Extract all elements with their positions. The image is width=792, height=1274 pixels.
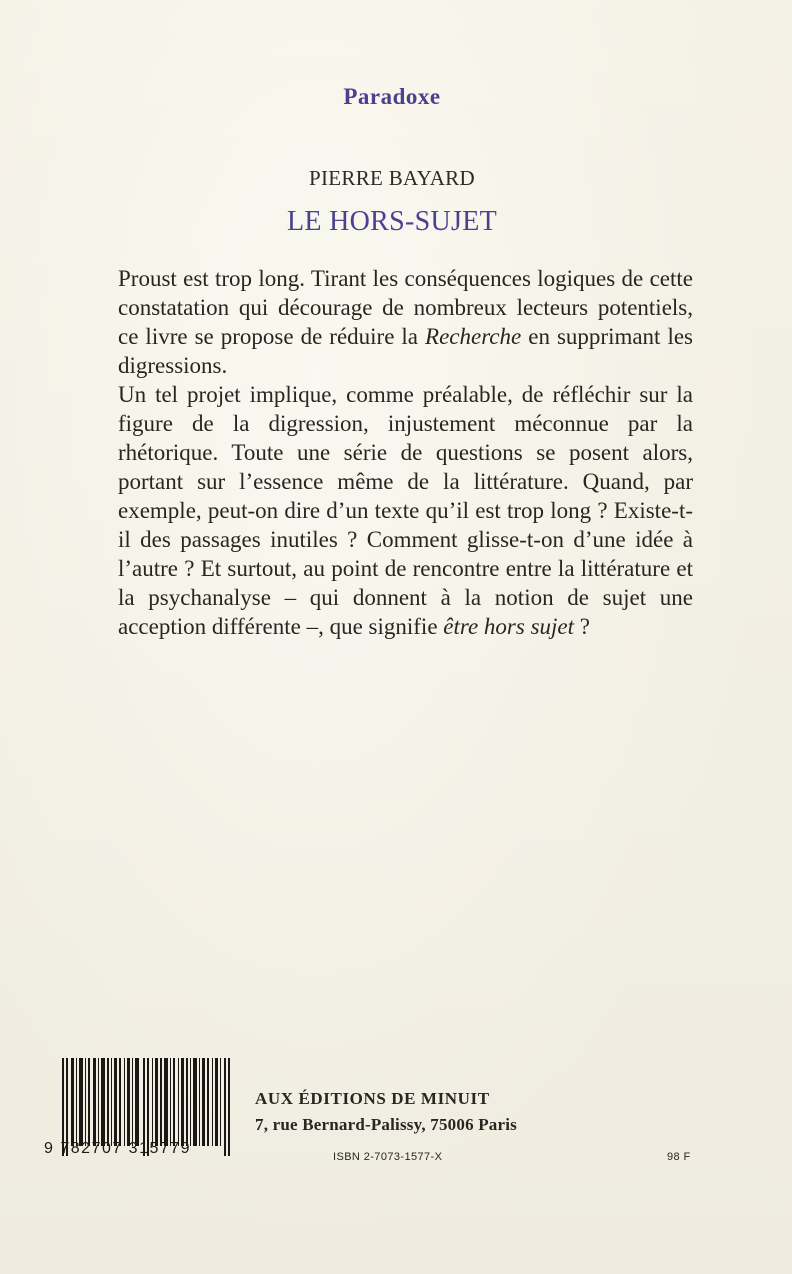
blurb-p2-italic: être hors sujet xyxy=(443,614,575,639)
blurb-paragraph-1 xyxy=(118,264,693,380)
blurb-text xyxy=(118,264,693,641)
barcode xyxy=(42,1058,234,1184)
blurb-p2-start: Un tel projet implique, comme préalable, de réfléchir sur la figure de la digression, injustement méconnue par la rhétorique. Toute une série de questions se posent alors, portant sur l’essence même de la littérature. Quand, par exemple, peut-on dire d’un texte qu’il est trop long ? Existe-t-il des passages inutiles ? Comment glisse-t-on d’une idée à l’autre ? Et surtout, au point de rencontre entre la littérature et la psychanalyse – qui donnent à la notion de sujet une acception différente –, que signifie xyxy=(118,382,693,639)
blurb-p1-italic: Recherche xyxy=(425,324,522,349)
price: 98 F xyxy=(667,1151,691,1163)
book-title: LE HORS-SUJET xyxy=(286,206,498,237)
collection-name: Paradoxe xyxy=(343,84,441,109)
isbn: ISBN 2-7073-1577-X xyxy=(333,1151,443,1163)
barcode-digits: 9 782707 315779 xyxy=(44,1140,192,1157)
blurb-p1-end: en supprimant les digressions. xyxy=(118,324,693,378)
blurb-p2-end: ? xyxy=(574,614,590,639)
publisher-name: AUX ÉDITIONS DE MINUIT xyxy=(255,1089,490,1108)
publisher-address: 7, rue Bernard-Palissy, 75006 Paris xyxy=(255,1115,517,1134)
blurb-p1-start: Proust est trop long. Tirant les conséquences logiques de cette constatation qui décourage de nombreux lecteurs potentiels, ce livre se propose de réduire la xyxy=(118,266,693,349)
author-name: PIERRE BAYARD xyxy=(309,166,475,190)
blurb-paragraph-2 xyxy=(118,380,693,641)
